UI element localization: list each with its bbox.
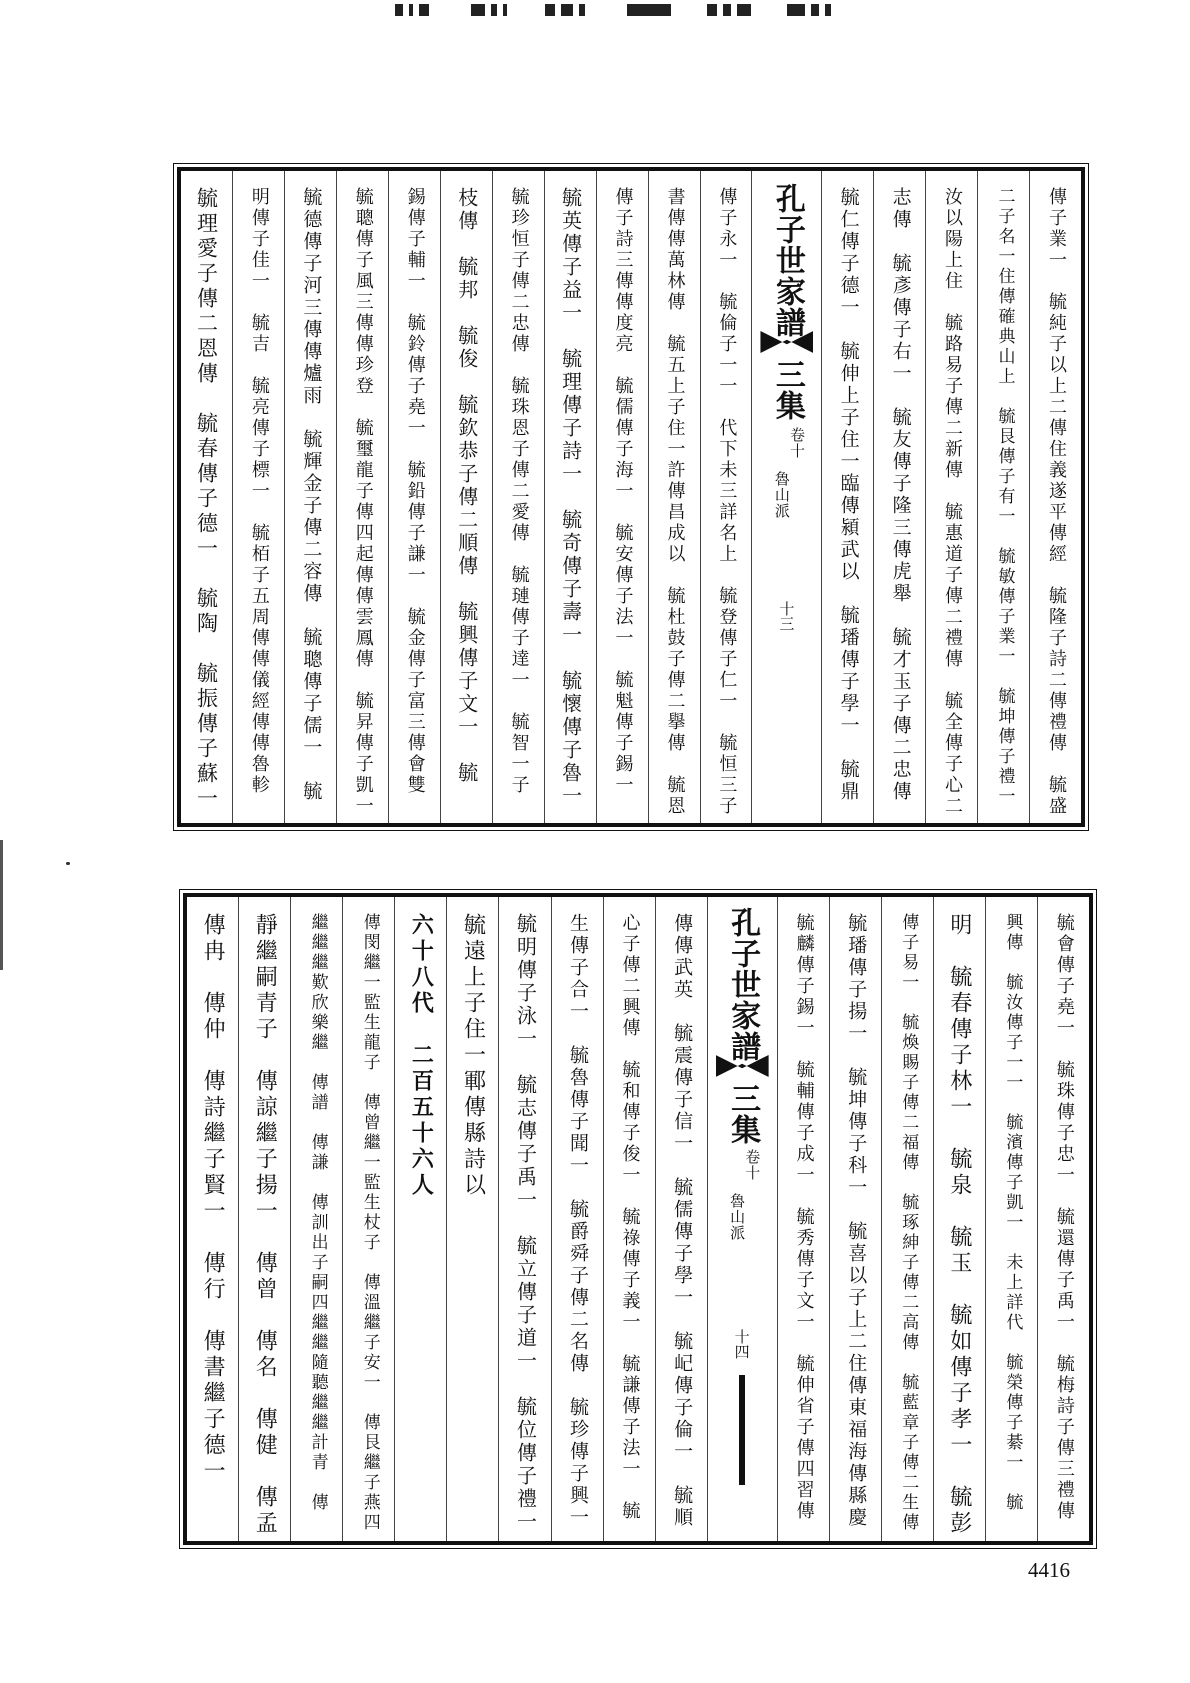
- genealogy-column: [284, 171, 336, 823]
- genealogy-column: [394, 897, 446, 1541]
- genealogy-column: [1037, 897, 1089, 1541]
- genealogy-column: [655, 897, 707, 1541]
- branch-label: 魯山派: [772, 471, 791, 519]
- column-text: 毓明傳子泳一 毓志傳子禹一 毓立傳子道一 毓位傳子禮一: [513, 913, 538, 1534]
- column-text: 毓璠傳子揚一 毓坤傳子科一 毓喜以子上二住傳東福海傳縣慶: [845, 913, 868, 1529]
- column-text: 毓理愛子傳二恩傳 毓春傳子德一 毓陶 毓振傳子蘇一: [194, 187, 219, 812]
- column-text: 興傳 毓汝傳子一一 毓濱傳子凱一 未上詳代 毓榮傳子綦一 毓: [1002, 913, 1023, 1513]
- genealogy-column: [933, 897, 985, 1541]
- genealogy-column: [290, 897, 342, 1541]
- book-title: 孔子世家譜: [725, 907, 761, 1062]
- column-text: 心子傳二興傳 毓和傳子俊一 毓祿傳子義一 毓謙傳子法一 毓: [619, 913, 641, 1522]
- column-text: 明 毓春傳子林一 毓泉 毓玉 毓如傳子孝一 毓彭: [946, 913, 972, 1537]
- genealogy-column: [648, 171, 700, 823]
- column-text: 傳子業一 毓純子以上二傳住義遂平傳經 毓隆子詩二傳禮傳 毓盛: [1045, 187, 1067, 817]
- column-text: 靜繼嗣青子 傳諒繼子揚一 傳曾 傳名 傳健 傳孟: [252, 913, 278, 1537]
- volume-label: 卷十: [787, 427, 806, 459]
- volume-label: 卷十: [743, 1149, 762, 1181]
- genealogy-column: [881, 897, 933, 1541]
- genealogy-column: [777, 897, 829, 1541]
- genealogy-column: [181, 171, 232, 823]
- genealogy-page-panel-2: [183, 893, 1093, 1545]
- column-text: 錫傳子輔一 毓鈴傳子堯一 毓鉛傳子謙一 毓金傳子富三傳會雙: [404, 187, 426, 796]
- genealogy-column: [238, 897, 290, 1541]
- column-text: 毓英傳子益一 毓理傳子詩一 毓奇傳子壽一 毓懷傳子魯一: [558, 187, 583, 808]
- genealogy-column: [342, 897, 394, 1541]
- folio-number: 十四: [732, 1329, 751, 1359]
- column-text: 毓遠上子住一鄆傳縣詩以: [460, 913, 486, 1199]
- column-text: 傳子永一 毓倫子一一 代下未三詳名上 毓登傳子仁一 毓恒三子: [716, 187, 738, 817]
- column-text: 毓仁傳子德一 毓伸上子住一臨傳潁武以 毓璠傳子學一 毓鼎: [837, 187, 860, 803]
- genealogy-column: [544, 171, 596, 823]
- genealogy-column: [829, 897, 881, 1541]
- genealogy-column: [873, 171, 925, 823]
- column-text: 傳傳武英 毓震傳子信一 毓儒傳子學一 毓屺傳子倫一 毓順: [671, 913, 694, 1529]
- column-text: 傳閔繼一監生龍子 傳曾繼一監生杖子 傳溫繼子安一 傳艮繼子燕四: [359, 913, 380, 1533]
- branch-label: 魯山派: [728, 1193, 747, 1241]
- column-text: 毓聰傳子風三傳傳珍登 毓璽龍子傳四起傳傳雲鳳傳 毓昇傳子凱一: [352, 187, 374, 817]
- column-text: 二子名一住傳確典山上 毓艮傳子有一 毓敏傳子業一 毓坤傳子禮一: [994, 187, 1015, 807]
- column-text: 毓珍恒子傳二忠傳 毓珠恩子傳二愛傳 毓璉傳子達一 毓智一子: [508, 187, 530, 796]
- column-text: 書傳傳萬林傳 毓五上子住一許傳昌成以 毓杜鼓子傳二擧傳 毓恩: [664, 187, 686, 817]
- genealogy-column: [440, 171, 492, 823]
- scan-edge-line: [0, 840, 3, 970]
- genealogy-column: [1029, 171, 1081, 823]
- genealogy-column: [925, 171, 977, 823]
- genealogy-column: [492, 171, 544, 823]
- genealogy-column: [187, 897, 238, 1541]
- center-gutter: [707, 897, 777, 1541]
- genealogy-column: [388, 171, 440, 823]
- center-gutter: [751, 171, 821, 823]
- column-text: 明傳子佳一 毓吉 毓亮傳子標一 毓栢子五周傳傳儀經傳傳魯軫: [248, 187, 270, 796]
- book-title: 孔子世家譜: [769, 183, 805, 338]
- genealogy-column: [446, 897, 498, 1541]
- column-text: 枝傳 毓邦 毓俊 毓欽恭子傳二順傳 毓興傳子文一 毓: [454, 187, 479, 785]
- genealogy-page-panel-1: [177, 167, 1085, 827]
- genealogy-column: [603, 897, 655, 1541]
- genealogy-column: [700, 171, 752, 823]
- genealogy-column: [821, 171, 873, 823]
- genealogy-column: [498, 897, 550, 1541]
- column-text: 傳子易一 毓煥賜子傳二福傳 毓琢紳子傳二高傳 毓藍章子傳二生傳: [898, 913, 919, 1533]
- gutter-black-bar: [739, 1375, 745, 1485]
- column-text: 生傳子合一 毓魯傳子聞一 毓爵舜子傳二名傳 毓珍傳子興一: [567, 913, 589, 1529]
- column-text: 傳冉 傳仲 傳詩繼子賢一 傳行 傳書繼子德一: [200, 913, 226, 1485]
- genealogy-column: [596, 171, 648, 823]
- generation-heading: 六十八代 二百五十六人: [408, 913, 435, 1199]
- page-number: 4416: [1028, 1558, 1070, 1582]
- column-text: 毓會傳子堯一 毓珠傳子忠一 毓還傳子禹一 毓梅詩子傳三禮傳: [1053, 913, 1075, 1522]
- scan-dot: [66, 862, 70, 865]
- scan-header-artifact: [395, 4, 935, 20]
- column-text: 傳子詩三傳傳度亮 毓儒傳子海一 毓安傳子法一 毓魁傳子錫一: [612, 187, 634, 796]
- column-text: 汝以陽上住 毓路易子傳二新傳 毓惠道子傳二禮傳 毓全傳子心二: [942, 187, 964, 817]
- column-text: 毓德傳子河三傳傳爐雨 毓輝金子傳二容傳 毓聰傳子儒一 毓: [300, 187, 323, 803]
- column-text: 繼繼繼歎欣樂繼 傳譜 傳謙 傳訓出子嗣四繼繼隨聽繼繼計青 傳: [307, 913, 328, 1513]
- genealogy-column: [551, 897, 603, 1541]
- genealogy-column: [232, 171, 284, 823]
- genealogy-column: [977, 171, 1029, 823]
- collection-label: 三集: [769, 359, 805, 421]
- column-text: 毓麟傳子錫一 毓輔傳子成一 毓秀傳子文一 毓伸省子傳四習傳: [793, 913, 815, 1522]
- collection-label: 三集: [725, 1083, 761, 1145]
- genealogy-column: [336, 171, 388, 823]
- genealogy-column: [985, 897, 1037, 1541]
- folio-number: 十三: [777, 601, 796, 631]
- column-text: 志傳 毓彥傳子右一 毓友傳子隆三傳虎舉 毓才玉子傳二忠傳: [889, 187, 912, 803]
